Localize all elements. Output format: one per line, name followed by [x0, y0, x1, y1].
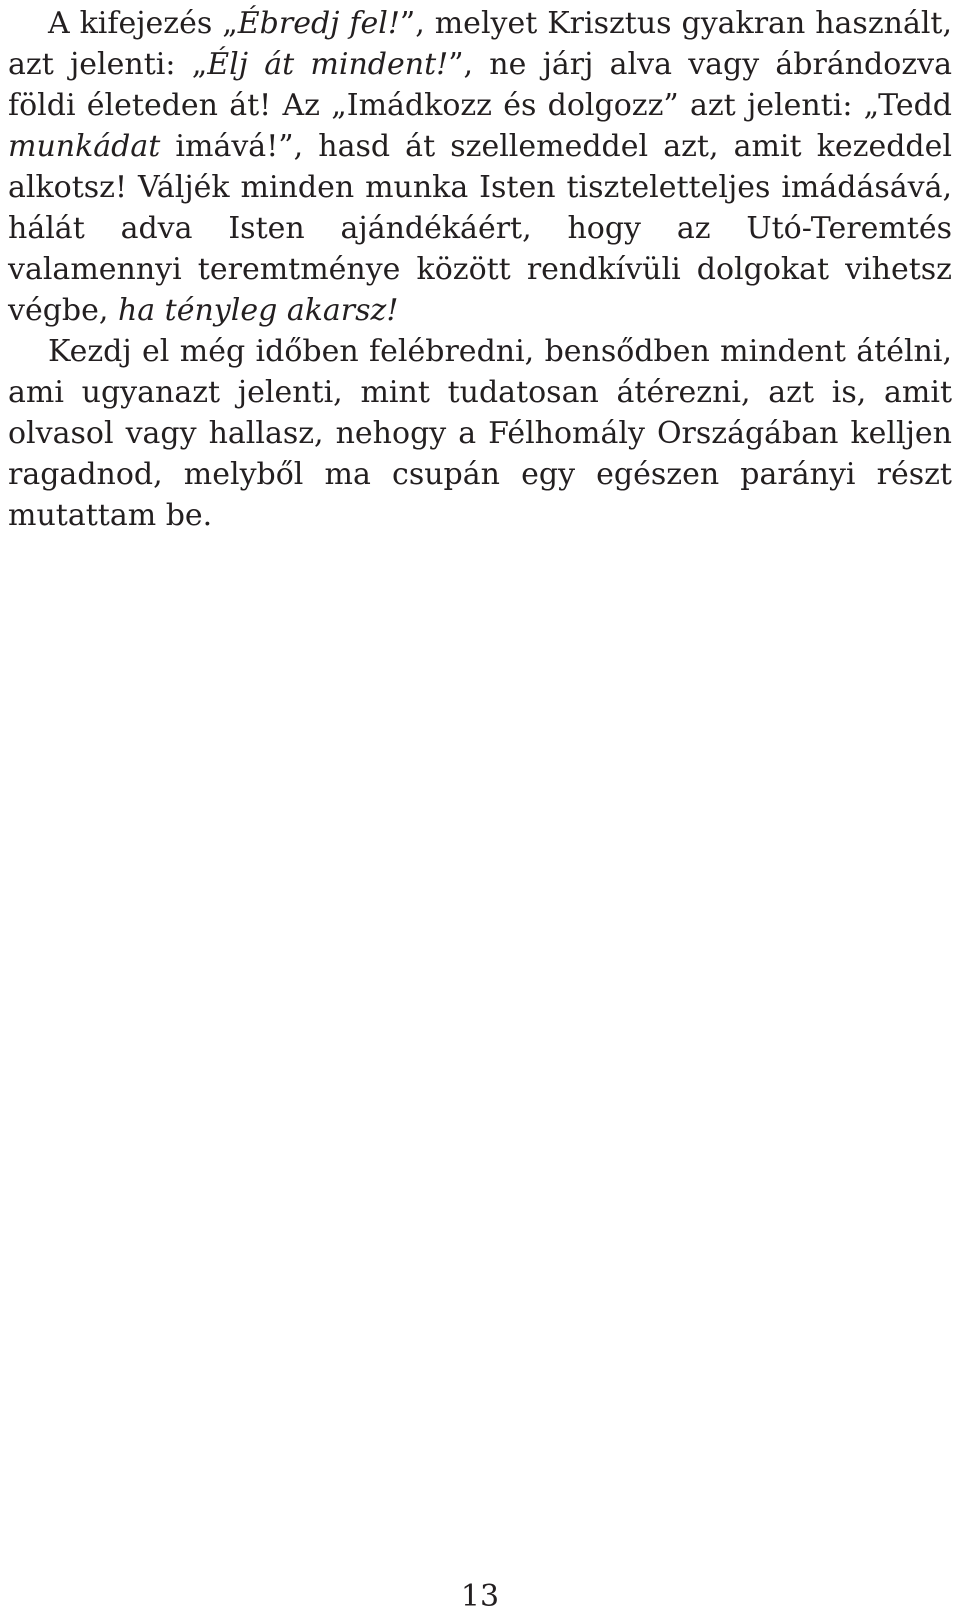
text-span: Kezdj el még időben felébredni, bensődben mindent átélni, ami ugyanazt jelenti, mint tudatosan átérezni, azt is, amit olvasol vagy hallasz, nehogy a Félhomály Országában kelljen ragadnod, melyből ma csupán egy egészen parányi részt mutattam be.	[8, 334, 952, 533]
text-span: ”, melyet Krisztus gyakran használt, azt jelenti: „	[8, 6, 953, 82]
text-span: ”, ne járj alva vagy ábrándozva földi életeden át! Az „Imádkozz és dolgozz” azt jelenti: „Tedd	[8, 47, 952, 123]
paragraph-2	[8, 331, 952, 536]
paragraph-1	[8, 3, 952, 331]
italic-span: munkádat	[8, 129, 161, 164]
italic-span: Élj át mindent!	[207, 47, 449, 82]
page-number: 13	[460, 1579, 500, 1614]
text-span: imává!”, hasd át szellemeddel azt, amit kezeddel alkotsz! Váljék minden munka Isten tiszteletteljes imádásává, hálát adva Isten ajándékáért, hogy az Utó-Teremtés valamennyi teremtménye között rendkívüli dolgokat vihetsz végbe,	[8, 129, 952, 328]
body-text	[8, 3, 952, 536]
text-span: A kifejezés „	[48, 6, 238, 41]
italic-span: ha tényleg akarsz!	[117, 293, 399, 328]
italic-span: Ébredj fel!	[237, 6, 400, 41]
